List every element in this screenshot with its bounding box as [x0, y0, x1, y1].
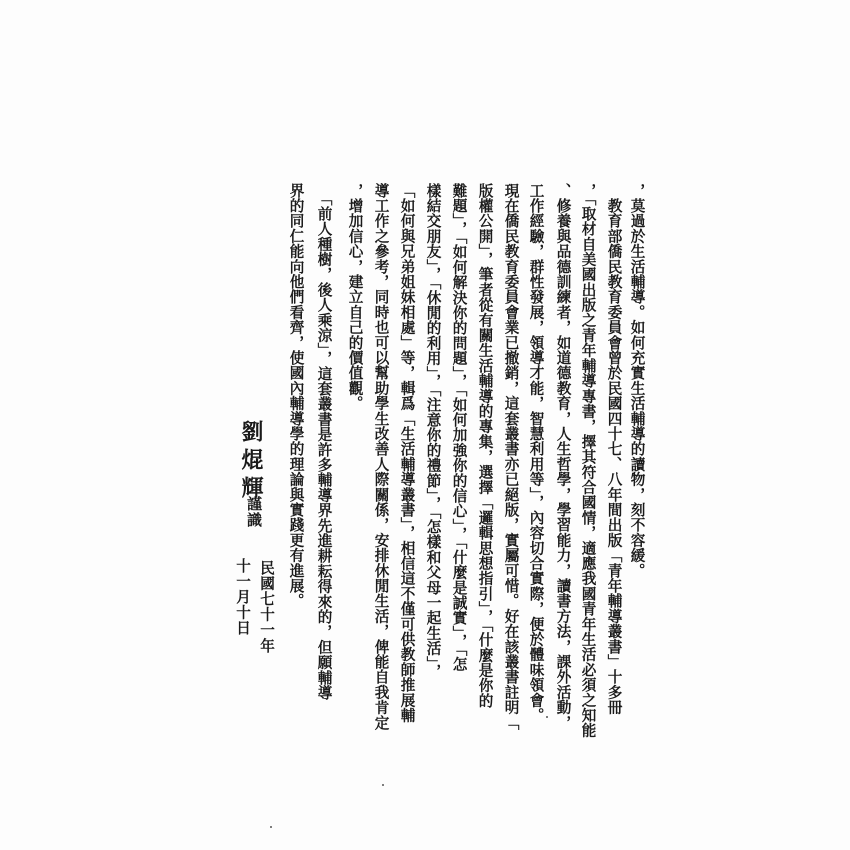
text-column-4: 、修養與品德訓練者，如道德教育，人生哲學，學習能力，讀書方法，課外活動， — [554, 183, 572, 731]
date-year: 民國七十一年 — [258, 560, 275, 654]
text-column-8: 難題」，「如何解決你的問題」，「如何加強你的信心」，「什麼是誠實」，「怎 — [450, 183, 468, 672]
text-column-9: 樣結交朋友」，「休閒的利用」，「注意你的禮節」，「怎樣和父母一起生活」， — [424, 183, 442, 680]
text-column-13: 「前人種樹，後人乘涼」，這套叢書是許多輔導界先進耕耘得來的，但願輔導 — [315, 183, 333, 701]
text-column-6: 現在僑民教育委員會業已撤銷，這套叢書亦已絕版，實屬可惜。好在該叢書註明「 — [502, 183, 520, 731]
text-column-1: ，莫過於生活輔導。如何充實生活輔導的讀物，刻不容緩。 — [628, 183, 646, 579]
text-column-12: ，增加信心，建立自己的價值觀。 — [346, 183, 364, 411]
text-column-7: 版權公開」，筆者從有關生活輔導的專集，選擇「邏輯思想指引」，「什麼是你的 — [476, 183, 494, 709]
text-column-10: 「如何與兄弟姐妹相處」等，輯爲「生活輔導叢書」，相信這不僅可供教師推展輔 — [398, 183, 416, 723]
text-column-5: 工作經驗，群性發展，領導才能，智慧利用等」，內容切合實際，便於體味領會。 — [527, 183, 545, 723]
text-column-3: ，「取材自美國出版之青年輔導專書，擇其符合國情，適應我國青年生活必須之知能 — [579, 183, 597, 739]
signature-name: 劉焜輝 — [238, 420, 264, 504]
text-column-14: 界的同仁能向他們看齊，使國內輔導學的理論與實踐更有進展。 — [287, 183, 305, 609]
text-column-2: 教育部僑民教育委員會曾於民國四十七、八年間出版「青年輔導叢書」十多冊 — [605, 183, 623, 715]
scan-speck — [382, 784, 384, 786]
text-column-11: 導工作之參考，同時也可以幫助學生改善人際關係，安排休閒生活，俾能自我肯定 — [372, 183, 390, 731]
scan-speck — [546, 716, 548, 718]
signature-word: 謹識 — [245, 496, 263, 528]
date-day: 十一月十日 — [234, 558, 251, 636]
scan-speck — [270, 826, 272, 828]
